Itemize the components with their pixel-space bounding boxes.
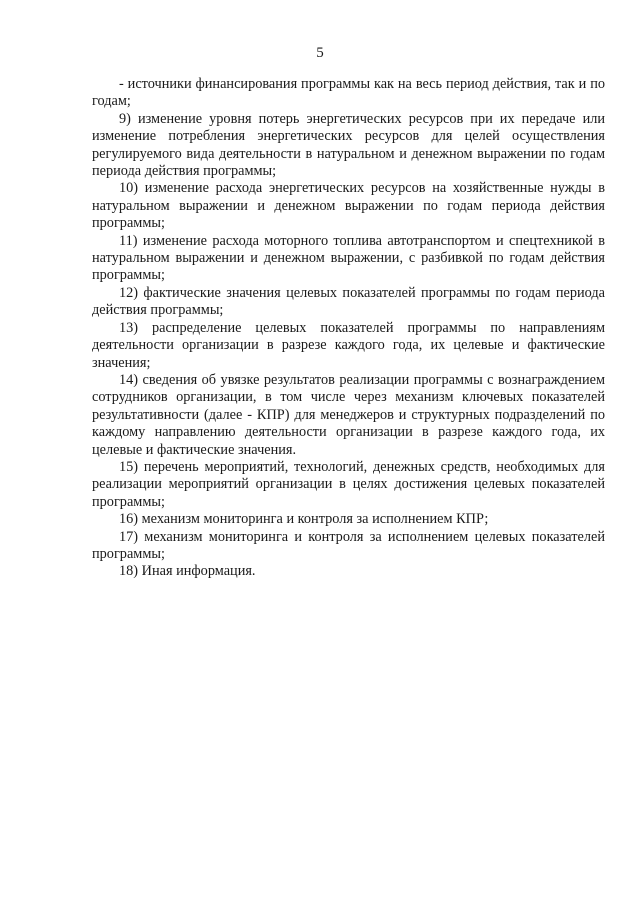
paragraph-funding-sources: - источники финансирования программы как на весь период действия, так и по годам; xyxy=(92,76,605,110)
paragraph-item-15: 15) перечень мероприятий, технологий, денежных средств, необходимых для реализации мероприятий организации в целях достижения целевых показателей программы; xyxy=(92,458,605,510)
page-number: 5 xyxy=(316,45,324,61)
paragraph-item-11: 11) изменение расхода моторного топлива автотранспортом и спецтехникой в натуральном выражении и денежном выражении, с разбивкой по годам действия программы; xyxy=(92,232,605,284)
paragraph-item-9: 9) изменение уровня потерь энергетических ресурсов при их передаче или изменение потребления энергетических ресурсов для целей осуществления регулируемого вида деятельности в натуральном и денежном выражении по годам периода действия программы; xyxy=(92,110,605,180)
paragraph-item-13: 13) распределение целевых показателей программы по направлениям деятельности организации в разрезе каждого года, их целевые и фактические значения; xyxy=(92,319,605,371)
paragraph-item-17: 17) механизм мониторинга и контроля за исполнением целевых показателей программы; xyxy=(92,528,605,562)
document-body xyxy=(92,76,605,581)
paragraph-item-16: 16) механизм мониторинга и контроля за исполнением КПР; xyxy=(119,511,489,528)
paragraph-item-14: 14) сведения об увязке результатов реализации программы с вознаграждением сотрудников организации, в том числе через механизм ключевых показателей результативности (далее - КПР) для менеджеров и структурных подразделений по каждому направлению деятельности организации в разрезе каждого года, их целевые и фактические значения. xyxy=(92,371,605,458)
paragraph-item-12: 12) фактические значения целевых показателей программы по годам периода действия программы; xyxy=(92,284,605,319)
paragraph-item-10: 10) изменение расхода энергетических ресурсов на хозяйственные нужды в натуральном выражении и денежном выражении по годам периода действия программы; xyxy=(92,180,605,232)
paragraph-item-18: 18) Иная информация. xyxy=(119,563,256,580)
